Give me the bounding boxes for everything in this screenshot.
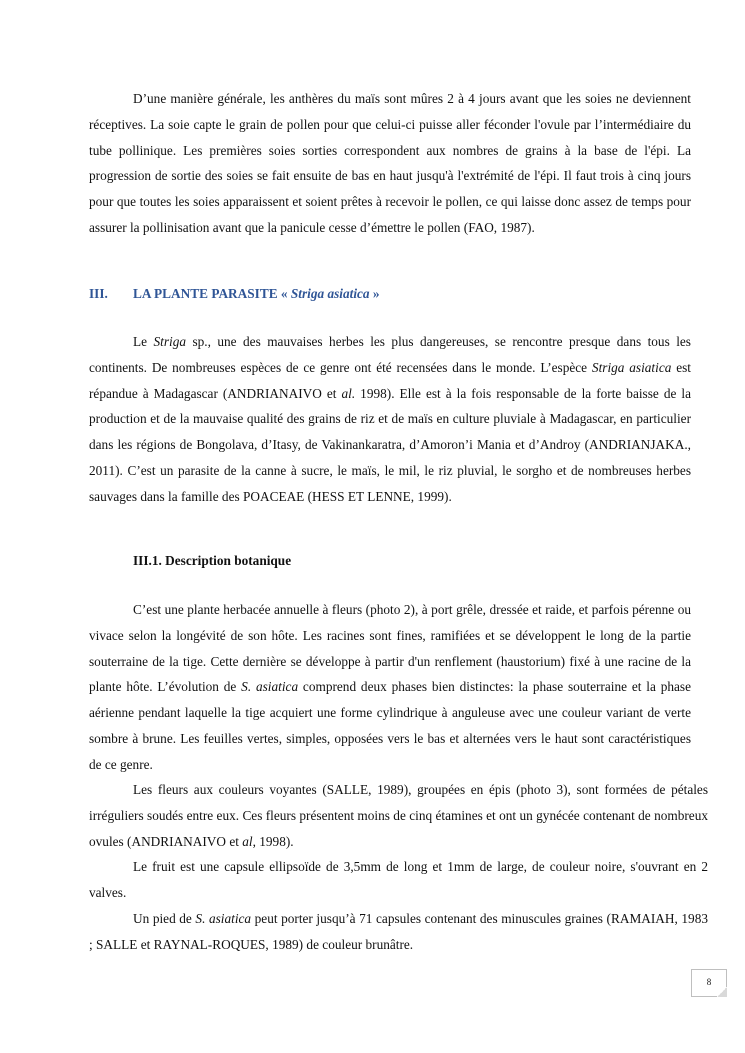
text-run: Les fleurs aux couleurs voyantes (SALLE, 1989), groupées en épis (photo 3), sont formées de pétales irréguliers soudés entre eux. Ces fleurs présentent moins de cinq étamines et ont un gynécée contenant de nombreux ovules (ANDRIANAIVO et (89, 782, 708, 849)
italic-run: S. asiatica (195, 911, 252, 926)
italic-run: al. (341, 385, 356, 401)
section-title: LA PLANTE PARASITE « (133, 286, 291, 301)
italic-run: al (242, 833, 253, 849)
text-run: Un pied de (133, 911, 196, 926)
section-title-end: » (369, 286, 380, 301)
paragraph-text: D’une manière générale, les anthères du maïs sont mûres 2 à 4 jours avant que les soies ne deviennent réceptives. La soie capte le grain de pollen pour que celui-ci puisse aller féconder l'ovule par l’intermédiaire du tube pollinique. Les premières soies sorties correspondent aux nombres de grains à la base de l'épi. La progression de sortie des soies se fait ensuite de bas en haut jusqu'à l'extrémité de l'épi. Il faut trois à cinq jours pour que toutes les soies apparaissent et soient prêtes à recevoir le pollen, ce qui laisse donc assez de temps pour assurer la pollinisation avant que la panicule cesse d’émettre le pollen (FAO, 1987). (89, 91, 691, 235)
text-run: C’est une plante herbacée annuelle à fleurs (photo 2), à port grêle, dressée et raide, et parfois pérenne ou vivace selon la longévité de son hôte. Les racines sont fines, ramifiées et se développent le long de la partie souterraine de la tige. Cette dernière se développe à partir d'un renflement (haustorium) fixé à une racine de la plante hôte. L’évolution de (89, 602, 691, 695)
paragraph-fruit (89, 854, 708, 906)
section-heading-iii (89, 286, 380, 302)
paragraph-pollination (89, 86, 691, 241)
paragraph-flowers (89, 777, 708, 854)
page-number: 8 (691, 969, 727, 997)
text-run: sp., une des mauvaises herbes les plus dangereuses, se rencontre presque dans tous les continents. De nombreuses espèces de ce genre ont été recensées dans le monde. L’espèce (89, 334, 691, 375)
paragraph-capsules (89, 906, 708, 958)
text-run: , 1998). (252, 833, 294, 849)
text-run: comprend deux phases bien distinctes: la phase souterraine et la phase aérienne pendant laquelle la tige acquiert une forme cylindrique à anguleuse avec une couleur variant de verte sombre à brune. Les feuilles vertes, simples, opposées vers le bas et alternées vers le haut sont caractéristiques de ce genre. (89, 679, 691, 772)
paragraph-striga-intro (89, 329, 691, 510)
text-run: 1998). Elle est à la fois responsable de la forte baisse de la production et de la mauvaise qualité des grains de riz et de maïs en culture pluviale à Madagascar, en particulier dans les régions de Bongolava, d’Itasy, de Vakinankaratra, d’Amoron’i Mania et d’Androy (ANDRIANJAKA., 2011). C’est un parasite de la canne à sucre, le maïs, le mil, le riz pluvial, le sorgho et de nombreuses herbes sauvages dans la famille des POACEAE (HESS ET LENNE, 1999). (89, 385, 691, 504)
italic-run: Striga (153, 334, 186, 349)
section-number: III. (89, 286, 108, 301)
italic-run: S. asiatica (241, 679, 299, 695)
text-run: peut porter jusqu’à 71 capsules contenant des minuscules graines (RAMAIAH, 1983 ; SALLE et RAYNAL-ROQUES, 1989) de couleur brunâtre. (89, 911, 709, 952)
italic-run: Striga asiatica (591, 359, 672, 375)
text-run: Le (133, 334, 154, 349)
subsection-heading: III.1. Description botanique (133, 553, 292, 568)
section-title-species: Striga asiatica (290, 286, 370, 301)
text-run: Le fruit est une capsule ellipsoïde de 3,5mm de long et 1mm de large, de couleur noire, s'ouvrant en 2 valves. (89, 859, 708, 900)
paragraph-description (89, 597, 691, 778)
text-run: est répandue à Madagascar (ANDRIANAIVO et (89, 359, 691, 401)
